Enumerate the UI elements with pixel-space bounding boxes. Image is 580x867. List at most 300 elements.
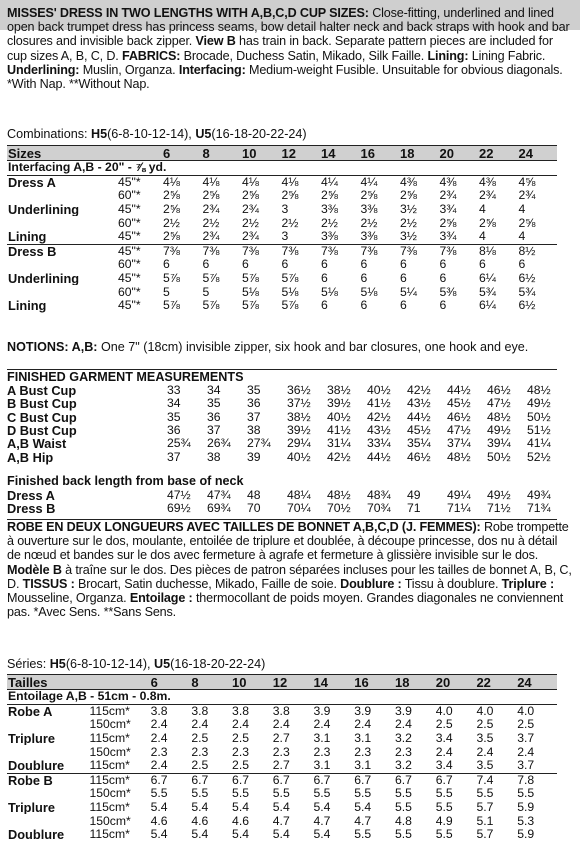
measurement-label: Dress B [7,501,56,517]
yardage-value: 3.1 [313,731,331,746]
yardage-value: 4⅛ [202,175,242,189]
yardage-value: 2.4 [313,718,331,732]
row-label: Lining [8,229,47,245]
yardage-value: 2⅝ [518,216,536,230]
yardage-value: 2⅝ [281,189,299,203]
yardage-value: 3.1 [313,758,331,773]
yardage-value: 5⅞ [202,271,220,286]
yardage-value: 3½ [400,202,417,217]
french-yardage-table [7,674,557,842]
row-label: Doublure [8,827,65,842]
yardage-value: 7⅜ [241,244,281,258]
fabric-width: 150cm* [89,745,131,759]
yardage-value: 3.8 [272,704,313,718]
english-desc-1: Close-fitting, underlined and lined open back trumpet dress has princess seams, bow detail halter neck and back straps with hook and bar closures and invisible back zipper. [7,6,570,49]
measurement-value: 70 [247,501,261,516]
yardage-value: 4.0 [435,704,476,718]
size-header: 18 [399,146,439,161]
row-label [7,189,117,203]
measurement-label: A,B Hip [7,449,54,465]
fabric-width: 60"* [118,216,141,230]
measurement-value: 37 [207,423,221,438]
yardage-value: 5⅜ [439,285,457,299]
yardage-row [7,272,557,286]
yardage-value: 6 [479,258,486,272]
yardage-value: 6½ [518,298,536,313]
yardage-value: 6 [360,271,368,286]
yardage-value: 5.7 [476,827,494,842]
yardage-value: 3.1 [354,731,372,746]
yardage-value: 2¾ [518,189,536,203]
row-label [7,787,88,801]
combinations-line [7,127,307,141]
yardage-row [7,759,557,773]
yardage-row [7,718,557,732]
measurement-value: 47½ [167,488,191,503]
yardage-value: 5.5 [272,787,290,801]
measurement-row [7,397,567,410]
yardage-value: 8½ [518,244,558,258]
h5-sizes: (6-8-10-12-14), [107,127,196,141]
yardage-value: 2¾ [202,229,220,244]
row-label: Robe A [7,704,88,718]
row-label: Underlining [8,202,80,217]
measurement-value: 46½ [407,449,431,464]
yardage-value: 3¾ [439,229,457,244]
yardage-value: 2¾ [242,202,259,217]
yardage-value: 2½ [400,216,417,230]
yardage-value: 4.8 [394,814,412,828]
measurement-value: 36 [207,409,221,424]
row-label: Underlining [8,271,80,286]
measurement-value: 50½ [487,449,511,464]
measurement-value: 41½ [367,396,391,411]
row-label [7,285,117,299]
yardage-value: 3.4 [435,758,453,773]
measurement-value: 37 [167,449,181,464]
yardage-value: 2.3 [232,745,249,759]
yardage-value: 5.4 [232,827,249,842]
yardage-value: 2.4 [435,745,453,759]
triplure-label: Triplure : [501,576,555,591]
yardage-value: 5 [163,285,170,299]
yardage-value: 5.4 [191,827,209,842]
yardage-value: 2¾ [202,202,220,217]
yardage-value: 3.8 [231,704,272,718]
measurement-value: 69¾ [207,501,231,516]
yardage-value: 2.4 [517,745,535,759]
yardage-value: 2.4 [476,745,494,759]
french-description [7,520,573,619]
yardage-value: 2½ [242,216,259,230]
series-line [7,657,265,671]
measurement-value: 39 [247,449,261,464]
size-header: 12 [272,675,313,690]
yardage-value: 3½ [400,229,417,244]
tissus-text: Brocart, Satin duchesse, Mikado, Faille de soie. [74,576,341,591]
yardage-value: 5.5 [435,787,453,801]
measurement-value: 35 [207,396,221,411]
yardage-value: 5.9 [517,800,535,815]
yardage-value: 6 [439,258,447,272]
yardage-value: 6 [400,271,407,286]
notions-text: One 7" (18cm) invisible zipper, six hook and bar closures, one hook and eye. [97,340,529,354]
measurement-value: 48¼ [287,488,311,503]
h5-sizes: (6-8-10-12-14), [65,657,155,671]
french-title: ROBE EN DEUX LONGUEURS AVEC TAILLES DE BONNET A,B,C,D (J. FEMMES): [7,520,481,534]
yardage-value: 6 [439,298,447,313]
measurement-value: 36 [247,396,261,411]
yardage-value: 5.5 [354,787,372,801]
size-header: 10 [231,675,272,690]
entoilage-label: Entoilage : [129,591,193,606]
yardage-value: 2.4 [150,731,168,746]
u5-sizes: (16-18-20-22-24) [170,657,266,671]
size-header: 18 [394,675,435,690]
yardage-value: 6 [360,258,368,272]
yardage-value: 4⅜ [439,175,479,189]
interfacing-text: Medium-weight Fusible. Unsuitable for obvious diagonals. *With Nap. **Without Nap. [7,62,563,92]
yardage-value: 6 [439,271,447,286]
fabric-width: 60"* [118,189,141,203]
yardage-row [7,828,557,842]
row-label [7,216,117,230]
yardage-value: 6 [321,258,328,272]
row-label [7,258,117,272]
fabric-width: 45"* [118,298,141,313]
yardage-value: 5.5 [435,827,453,842]
measurement-row [7,502,567,515]
yardage-value: 4.6 [232,814,249,828]
size-header: 6 [150,675,191,690]
yardage-value: 6.7 [435,773,476,787]
measurement-value: 48½ [447,449,471,464]
yardage-value: 6.7 [190,773,231,787]
measurement-value: 29¼ [287,436,311,451]
measurement-value: 40½ [327,409,351,424]
size-header: 24 [518,146,558,161]
fabric-width: 45"* [118,202,141,217]
yardage-value: 6¼ [479,271,496,286]
yardage-value: 4.7 [354,814,372,828]
yardage-value: 2½ [281,216,299,230]
fabric-width: 45"* [117,175,162,189]
yardage-value: 2⅝ [479,216,496,230]
measurement-value: 42½ [327,449,351,464]
measurement-value: 49½ [487,488,511,503]
yardage-value: 5⅞ [163,298,180,313]
yardage-value: 4⅛ [281,175,321,189]
yardage-value: 3.9 [313,704,354,718]
measurement-value: 39¼ [487,436,511,451]
yardage-value: 3.8 [190,704,231,718]
yardage-value: 7⅜ [399,244,439,258]
yardage-value: 3.1 [354,758,372,773]
measurement-value: 44½ [447,383,471,398]
yardage-row [7,216,557,230]
yardage-value: 5⅞ [281,271,299,286]
yardage-value: 4 [479,202,486,217]
french-desc-1: Robe trompette à ouverture sur le dos, moulante, entoilée de triplure et doublée, à découpe princesse, dos nu à détail de nœud et bandes sur le dos avec fermeture à agrafe et fermeture à glissière invisible sur le dos. [7,520,569,563]
measurement-value: 49½ [487,423,511,438]
yardage-row [7,801,557,815]
measurement-value: 37¼ [447,436,471,451]
yardage-value: 4.6 [150,814,168,828]
yardage-value: 2⅝ [163,202,180,217]
measurement-value: 48½ [327,488,351,503]
yardage-value: 5.5 [435,800,453,815]
yardage-value: 4⅛ [241,175,281,189]
measurement-value: 44½ [367,449,391,464]
yardage-row [7,244,557,258]
measurement-label: A Bust Cup [7,383,77,399]
fabric-width: 45"* [118,229,141,244]
row-label: Doublure [8,758,65,774]
measurement-value: 37 [247,409,261,424]
measurement-value: 49 [407,488,421,503]
yardage-row [7,814,557,828]
measurement-value: 42½ [367,409,391,424]
row-label: Dress B [7,244,117,258]
measurement-value: 46½ [447,409,471,424]
measurement-value: 33 [167,383,181,398]
yardage-value: 6 [321,271,328,286]
yardage-row [7,175,557,189]
measurement-value: 70¼ [287,501,311,516]
yardage-value: 5⅞ [202,298,220,313]
yardage-value: 5⅛ [242,285,259,299]
yardage-value: 5.5 [150,787,168,801]
yardage-row [7,787,557,801]
yardage-value: 3.5 [476,731,494,746]
yardage-row [7,258,557,272]
yardage-row [7,773,557,787]
yardage-value: 6 [321,298,328,313]
measurement-value: 41½ [327,423,351,438]
fabric-width: 115cm* [88,773,149,787]
measurement-value: 38½ [287,409,311,424]
yardage-value: 7⅜ [360,244,400,258]
h5-label: H5 [49,657,66,671]
fabric-width: 60"* [118,258,141,272]
yardage-value: 2½ [321,216,338,230]
measurement-value: 35¼ [407,436,431,451]
yardage-value: 5.5 [354,827,372,842]
english-title: MISSES' DRESS IN TWO LENGTHS WITH A,B,C,D CUP SIZES: [7,6,369,20]
yardage-value: 3 [281,229,289,244]
yardage-value: 6 [360,298,368,313]
finished-measurements-table [7,384,567,464]
yardage-value: 3⅜ [321,229,338,244]
yardage-value: 5.4 [354,800,372,815]
yardage-value: 3 [281,202,289,217]
combinations-prefix: Combinations: [7,127,91,141]
yardage-value: 5.7 [476,800,494,815]
french-desc-2: à traîne sur le dos. Des pièces de patron séparées incluses pour les tailles de bonnet A, B, C, D. [7,562,572,591]
measurement-value: 34 [207,383,221,398]
yardage-row [7,704,557,718]
yardage-value: 5.4 [313,827,331,842]
english-desc-2: has train in back. Separate pattern pieces are included for cup sizes A, B, C, D. [7,34,553,63]
row-label: Robe B [7,773,88,787]
sizes-header-row [7,146,557,161]
measurement-value: 36 [167,423,181,438]
yardage-value: 7⅜ [162,244,202,258]
yardage-value: 5.5 [476,787,494,801]
yardage-value: 5.5 [394,787,412,801]
yardage-value: 7⅜ [281,244,321,258]
measurement-value: 47½ [447,423,471,438]
measurement-label: B Bust Cup [7,396,77,412]
yardage-value: 2½ [163,216,180,230]
measurement-value: 38 [207,449,221,464]
yardage-value: 4⅝ [518,175,558,189]
yardage-value: 8⅛ [478,244,518,258]
sizes-label: Tailles [7,675,88,690]
measurement-value: 71¼ [447,501,471,516]
yardage-value: 3.9 [394,704,435,718]
yardage-value: 2.3 [313,745,331,759]
h5-label: H5 [91,127,108,141]
yardage-value: 6.7 [272,773,313,787]
measurement-value: 70½ [327,501,351,516]
sizes-label: Sizes [7,146,117,161]
row-label: Lining [8,298,47,313]
size-header: 22 [478,146,518,161]
fabrics-label: FABRICS: [121,48,181,63]
fabric-width: 45"* [117,244,162,258]
yardage-value: 6 [202,258,210,272]
measurement-value: 33¼ [367,436,391,451]
measurement-row [7,489,567,502]
yardage-value: 2.4 [354,718,372,732]
yardage-value: 5⅞ [242,271,259,286]
fabric-width: 150cm* [89,718,131,732]
yardage-value: 5.4 [232,800,249,815]
measurement-value: 49¼ [447,488,471,503]
underlining-label: Underlining: [7,62,80,77]
measurement-value: 50½ [527,409,551,424]
measurement-value: 71 [407,501,421,516]
yardage-value: 4⅜ [399,175,439,189]
measurement-value: 36½ [287,383,311,398]
yardage-value: 4 [518,202,526,217]
yardage-value: 2.4 [150,758,168,773]
yardage-value: 4¼ [320,175,360,189]
yardage-value: 6½ [518,271,536,286]
finished-measurements-title: FINISHED GARMENT MEASUREMENTS [7,370,244,384]
yardage-value: 5¾ [479,285,496,299]
yardage-value: 7.4 [475,773,516,787]
yardage-value: 2¾ [242,229,259,244]
view-b-label: View B [195,34,236,49]
measurement-label: D Bust Cup [7,423,77,439]
yardage-value: 7⅜ [320,244,360,258]
yardage-value: 5.5 [191,787,209,801]
yardage-value: 2.3 [272,745,290,759]
size-header: 20 [439,146,479,161]
model-b-label: Modèle B [7,562,62,577]
yardage-value: 5.5 [394,800,412,815]
yardage-value: 4.7 [272,814,290,828]
measurement-value: 46½ [487,383,511,398]
size-header: 12 [281,146,321,161]
measurement-value: 40½ [287,449,311,464]
yardage-value: 6 [163,258,170,272]
measurement-value: 39½ [287,423,311,438]
measurement-label: Dress A [7,488,55,504]
yardage-value: 5¾ [518,285,536,299]
yardage-value: 2.5 [476,718,494,732]
row-label [7,718,88,732]
yardage-value: 5.5 [517,787,535,801]
size-header: 22 [475,675,516,690]
yardage-value: 2.7 [272,758,290,773]
row-label [7,814,88,828]
fabric-width: 150cm* [89,787,131,801]
yardage-value: 5.5 [313,787,331,801]
measurement-value: 35 [247,383,261,398]
yardage-value: 5¼ [400,285,417,299]
yardage-value: 2.5 [435,718,453,732]
back-length-title: Finished back length from base of neck [7,474,244,488]
yardage-value: 3¾ [439,202,457,217]
yardage-value: 2.4 [394,718,412,732]
triplure-text: Mousseline, Organza. [7,591,130,606]
fabric-width: 150cm* [89,814,131,828]
interfacing-label: Interfacing: [178,62,246,77]
u5-label: U5 [154,657,171,671]
measurement-value: 45½ [447,396,471,411]
measurement-row [7,384,567,397]
fabric-width: 60"* [118,285,141,299]
yardage-value: 3.5 [476,758,494,773]
yardage-value: 3⅜ [360,202,378,217]
yardage-value: 3.7 [517,731,535,746]
yardage-value: 3⅜ [360,229,378,244]
measurement-value: 51½ [527,423,551,438]
fabric-width: 115cm* [89,800,130,815]
yardage-value: 7.8 [516,773,557,787]
yardage-value: 5.3 [517,814,535,828]
yardage-value: 3.2 [394,758,412,773]
yardage-value: 5.5 [232,787,249,801]
tissus-label: TISSUS : [22,576,75,591]
yardage-value: 3⅜ [321,202,338,217]
yardage-value: 4 [479,229,486,244]
yardage-value: 5.4 [272,827,290,842]
measurement-value: 52½ [527,449,551,464]
yardage-value: 5.5 [394,827,412,842]
yardage-value: 4⅛ [162,175,202,189]
measurement-value: 25¾ [167,436,191,451]
measurement-value: 69½ [167,501,191,516]
measurement-value: 43½ [367,423,391,438]
yardage-value: 5.4 [191,800,209,815]
english-yardage-table [7,145,557,313]
yardage-value: 4.9 [435,814,453,828]
u5-sizes: (16-18-20-22-24) [211,127,307,141]
measurement-row [7,437,567,450]
yardage-row [7,189,557,203]
back-length-table [7,489,567,516]
fabric-width: 115cm* [89,731,130,746]
measurement-value: 48¾ [367,488,391,503]
size-header: 20 [435,675,476,690]
row-label: Triplure [8,800,55,815]
yardage-value: 2⅝ [321,189,338,203]
yardage-value: 5⅛ [321,285,338,299]
